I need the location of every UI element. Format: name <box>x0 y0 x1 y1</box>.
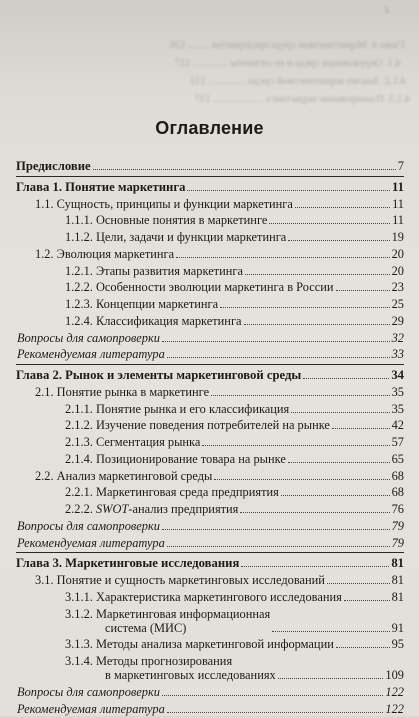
toc-page-number: 20 <box>391 246 404 261</box>
toc-entry-text: 1.2. Эволюция маркетинга <box>35 246 175 261</box>
table-of-contents <box>16 159 404 718</box>
toc-page-number: 79 <box>391 518 404 533</box>
toc-subsection-multiline[interactable] <box>16 654 404 682</box>
toc-entry-text: 1.1. Сущность, принципы и функции маркетинга <box>35 196 293 211</box>
toc-section[interactable] <box>16 385 404 399</box>
toc-page-number: 91 <box>391 620 404 635</box>
toc-entry-preface[interactable] <box>16 159 404 173</box>
toc-page-number: 11 <box>392 179 404 194</box>
toc-page-number: 25 <box>391 297 404 311</box>
toc-section[interactable] <box>16 247 404 261</box>
toc-page-number: 35 <box>391 384 404 399</box>
leader-dots <box>344 590 390 601</box>
toc-page-number: 33 <box>391 347 404 362</box>
toc-entry-text: Вопросы для самопроверки <box>17 684 160 699</box>
toc-page-number: 23 <box>391 280 404 295</box>
leader-dots <box>288 230 389 241</box>
leader-dots <box>187 180 390 191</box>
leader-dots <box>278 668 384 679</box>
toc-page-number: 35 <box>391 401 404 416</box>
toc-entry-text: 1.1.1. Основные понятия в маркетинге <box>65 213 268 228</box>
toc-recommended-literature[interactable] <box>16 536 404 550</box>
toc-review-questions[interactable] <box>16 331 404 345</box>
leader-dots <box>202 435 389 446</box>
leader-dots <box>295 197 390 208</box>
toc-entry-line-2: система (МИС) <box>105 620 187 635</box>
leader-dots <box>272 621 389 632</box>
toc-entry-text <box>65 502 238 516</box>
toc-page-number: 11 <box>392 213 404 228</box>
toc-entry-text: Рекомендуемая литература <box>17 347 165 362</box>
toc-subsection[interactable] <box>16 590 404 604</box>
leader-dots <box>241 556 389 567</box>
toc-entry-text: 2.1.1. Понятие рынка и его классификация <box>65 401 290 416</box>
leader-dots <box>176 247 390 258</box>
toc-entry-text: Глава 1. Понятие маркетинга <box>16 179 186 194</box>
leader-dots <box>214 469 389 480</box>
page-title: Оглавление <box>155 118 264 138</box>
toc-subsection[interactable] <box>16 213 404 227</box>
show-through-text: Глава 4. Маркетинговая среда предприятия ........ 126 4.1. Окружающая среда и ее сегменты ............. 127 4.1.2. Анализ маркетинговой среды .............. 131 4.1.3. Планирование маркетинга ................... 137 4 <box>170 6 411 105</box>
leader-dots <box>291 402 389 413</box>
toc-entry-text: 2.1.3. Сегментация рынка <box>65 435 201 449</box>
toc-subsection[interactable] <box>16 435 404 449</box>
toc-page-number: 19 <box>391 230 404 244</box>
toc-page-number: 68 <box>391 485 404 500</box>
toc-section[interactable] <box>16 469 404 483</box>
toc-subsection[interactable] <box>16 230 404 244</box>
leader-dots <box>162 519 390 530</box>
toc-entry-text: Вопросы для самопроверки <box>17 518 160 533</box>
toc-entry-text: 1.2.3. Концепции маркетинга <box>65 297 219 311</box>
leader-dots <box>332 418 390 429</box>
leader-dots <box>162 685 383 696</box>
toc-chapter-1[interactable] <box>16 180 404 194</box>
toc-page-number: 68 <box>391 468 404 483</box>
leader-dots <box>211 385 390 396</box>
leader-dots <box>167 347 390 358</box>
toc-entry-text: 2.1.2. Изучение поведения потребителей на рынке <box>65 418 330 433</box>
toc-entry-text: 1.2.2. Особенности эволюции маркетинга в России <box>65 280 334 295</box>
toc-subsection-multiline[interactable] <box>16 607 404 635</box>
toc-page-number: 81 <box>391 556 404 571</box>
toc-entry-text: Глава 3. Маркетинговые исследования <box>16 556 240 571</box>
toc-subsection[interactable] <box>16 452 404 466</box>
toc-page-number: 76 <box>391 502 404 516</box>
toc-page-number: 34 <box>391 368 404 382</box>
chapter-divider <box>16 364 404 365</box>
toc-subsection[interactable] <box>16 280 404 294</box>
toc-subsection[interactable] <box>16 418 404 432</box>
toc-entry-text: 2.2. Анализ маркетинговой среды <box>35 468 213 483</box>
leader-dots <box>303 368 389 379</box>
toc-subsection[interactable] <box>16 264 404 278</box>
toc-entry-text: Рекомендуемая литература <box>17 701 165 716</box>
toc-recommended-literature[interactable] <box>16 347 404 361</box>
toc-review-questions[interactable] <box>16 519 404 533</box>
toc-page-number: 95 <box>391 637 404 652</box>
toc-chapter-2[interactable] <box>16 368 404 382</box>
toc-entry-suffix: -анализ предприятия <box>128 502 239 516</box>
toc-page-number: 11 <box>392 196 404 211</box>
toc-subsection[interactable] <box>16 314 404 328</box>
leader-dots <box>167 536 390 547</box>
chapter-divider <box>16 176 404 177</box>
toc-page-number: 20 <box>391 263 404 278</box>
toc-entry-text: 3.1.3. Методы анализа маркетинговой информации <box>65 637 334 652</box>
toc-entry-text: 2.1.4. Позиционирование товара на рынке <box>65 451 286 466</box>
toc-entry-text: Вопросы для самопроверки <box>17 330 160 345</box>
toc-page-number: 29 <box>391 313 404 328</box>
toc-subsection[interactable] <box>16 297 404 311</box>
toc-section[interactable] <box>16 573 404 587</box>
toc-page-number: 32 <box>391 330 404 345</box>
toc-entry-text <box>65 607 270 635</box>
leader-dots <box>336 637 390 648</box>
toc-entry-line-2: в маркетинговых исследованиях <box>105 668 276 682</box>
leader-dots <box>162 331 390 342</box>
toc-entry-text: 2.1. Понятие рынка в маркетинге <box>35 384 210 399</box>
toc-chapter-3[interactable] <box>16 556 404 570</box>
toc-page-number: 57 <box>391 435 404 449</box>
leader-dots <box>240 502 389 513</box>
leader-dots <box>336 280 390 291</box>
toc-section[interactable] <box>16 197 404 211</box>
toc-page-number: 81 <box>391 573 404 587</box>
leader-dots <box>245 264 390 275</box>
toc-entry-text: 1.1.2. Цели, задачи и функции маркетинга <box>65 230 287 244</box>
leader-dots <box>281 485 390 496</box>
toc-entry-text: 2.2.1. Маркетинговая среда предприятия <box>65 485 279 500</box>
toc-page-number: 109 <box>385 668 404 682</box>
chapter-divider <box>16 552 404 553</box>
toc-page-number: 42 <box>391 418 404 433</box>
toc-subsection[interactable] <box>16 502 404 516</box>
toc-page-number: 7 <box>397 159 404 173</box>
leader-dots <box>288 452 390 463</box>
toc-subsection[interactable] <box>16 402 404 416</box>
toc-recommended-literature[interactable] <box>16 702 404 716</box>
leader-dots <box>327 573 390 584</box>
leader-dots <box>167 702 384 713</box>
toc-entry-text: Рекомендуемая литература <box>17 535 165 550</box>
toc-entry-text: 3.1.1. Характеристика маркетингового исследования <box>65 589 342 604</box>
toc-entry-line-1: 3.1.4. Методы прогнозирования <box>65 654 233 668</box>
leader-dots <box>269 213 390 224</box>
toc-entry-text: 3.1. Понятие и сущность маркетинговых исследований <box>35 573 325 587</box>
toc-page-number: 79 <box>391 535 404 550</box>
toc-page-number: 122 <box>385 684 404 699</box>
toc-entry-text: Предисловие <box>16 159 91 173</box>
leader-dots <box>93 159 396 170</box>
toc-entry-line-1: 3.1.2. Маркетинговая информационная <box>65 606 271 621</box>
leader-dots <box>220 297 389 308</box>
toc-review-questions[interactable] <box>16 685 404 699</box>
toc-subsection[interactable] <box>16 637 404 651</box>
toc-subsection[interactable] <box>16 485 404 499</box>
toc-entry-text <box>65 654 276 682</box>
toc-page-number: 122 <box>385 701 404 716</box>
toc-entry-swot: SWOT <box>95 502 129 516</box>
toc-entry-text: 1.2.4. Классификация маркетинга <box>65 313 242 328</box>
toc-page-number: 81 <box>391 589 404 604</box>
toc-entry-text: 1.2.1. Этапы развития маркетинга <box>65 263 243 278</box>
leader-dots <box>244 314 390 325</box>
toc-page-number: 65 <box>391 451 404 466</box>
toc-entry-text: Глава 2. Рынок и элементы маркетинговой среды <box>16 368 302 382</box>
toc-entry-prefix: 2.2.2. <box>65 502 96 516</box>
